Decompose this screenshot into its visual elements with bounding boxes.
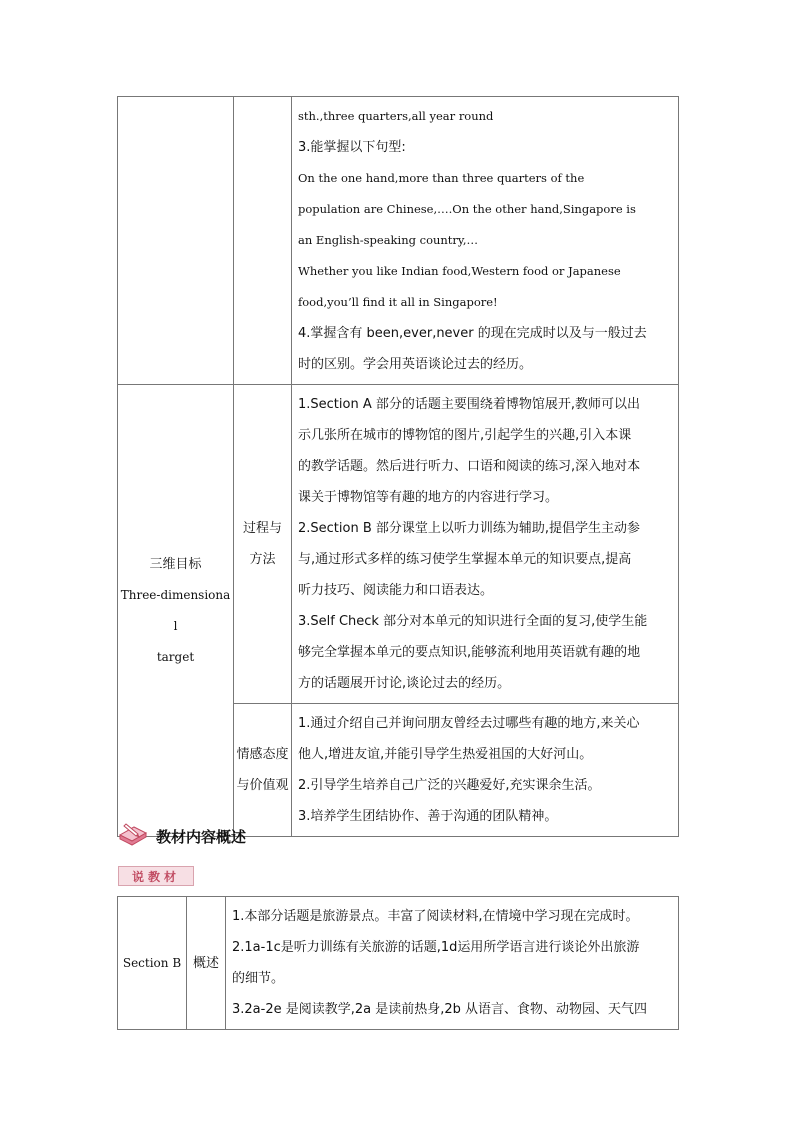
section-heading xyxy=(118,821,246,851)
overview-label: 概述 xyxy=(192,955,219,971)
text-line: 够完全掌握本单元的要点知识,能够流利地用英语就有趣的地 xyxy=(298,645,641,660)
text-line: 1.Section A 部分的话题主要围绕着博物馆展开,教师可以出 xyxy=(298,397,640,412)
text-line: 时的区别。学会用英语谈论过去的经历。 xyxy=(298,357,533,372)
text-line: 听力技巧、阅读能力和口语表达。 xyxy=(298,583,494,598)
process-label-1: 过程与 xyxy=(242,521,282,536)
text-line: 课关于博物馆等有趣的地方的内容进行学习。 xyxy=(298,490,559,505)
overview-table xyxy=(117,896,679,1030)
process-label-2: 方法 xyxy=(249,552,276,567)
empty-cell xyxy=(118,97,234,385)
text-line: 方的话题展开讨论,谈论过去的经历。 xyxy=(298,676,511,691)
three-dimensional-target-cell xyxy=(118,385,234,837)
text-line: 2.1a-1c是听力训练有关旅游的话题,1d运用所学语言进行谈论外出旅游 xyxy=(232,940,640,955)
three-dim-label-en-2: l xyxy=(173,618,178,633)
book-pen-icon xyxy=(118,821,148,851)
text-line: 3.培养学生团结协作、善于沟通的团队精神。 xyxy=(298,809,558,824)
section-title: 教材内容概述 xyxy=(156,827,247,846)
section-b-label: Section B xyxy=(122,955,182,970)
process-content-cell xyxy=(292,385,679,704)
process-method-label-cell xyxy=(234,385,292,704)
text-line: 3.能掌握以下句型: xyxy=(298,140,406,155)
emotion-label-cell xyxy=(234,704,292,837)
text-line: an English-speaking country,… xyxy=(298,233,479,247)
badge-label: 说教材 xyxy=(131,869,180,884)
text-line: 4.掌握含有 been,ever,never 的现在完成时以及与一般过去 xyxy=(298,326,647,341)
three-dim-label-en-3: target xyxy=(156,649,195,664)
emotion-label-1: 情感态度 xyxy=(236,747,289,762)
overview-label-cell xyxy=(187,897,226,1030)
empty-cell xyxy=(234,97,292,385)
text-line: 1.通过介绍自己并询问朋友曾经去过哪些有趣的地方,来关心 xyxy=(298,716,640,731)
text-line: 的教学话题。然后进行听力、口语和阅读的练习,深入地对本 xyxy=(298,459,641,474)
three-dim-label-zh: 三维目标 xyxy=(149,556,202,572)
text-line: sth.,three quarters,all year round xyxy=(298,109,494,123)
emotion-label-2: 与价值观 xyxy=(236,778,289,793)
text-line: 他人,增进友谊,并能引导学生热爱祖国的大好河山。 xyxy=(298,747,593,762)
text-line: Whether you like Indian food,Western food or Japanese xyxy=(298,264,621,278)
text-line: population are Chinese,….On the other hand,Singapore is xyxy=(298,202,636,216)
text-line: 3.Self Check 部分对本单元的知识进行全面的复习,使学生能 xyxy=(298,614,648,629)
table-row xyxy=(118,897,679,1030)
emotion-content-cell xyxy=(292,704,679,837)
textbook-badge xyxy=(118,866,194,886)
text-line: On the one hand,more than three quarters of the xyxy=(298,171,585,185)
knowledge-content-cell xyxy=(292,97,679,385)
table-row xyxy=(118,385,679,704)
text-line: 与,通过形式多样的练习使学生掌握本单元的知识要点,提高 xyxy=(298,552,632,567)
objectives-table xyxy=(117,96,679,837)
text-line: 示几张所在城市的博物馆的图片,引起学生的兴趣,引入本课 xyxy=(298,428,632,443)
table-row xyxy=(118,97,679,385)
text-line: 的细节。 xyxy=(232,971,285,986)
text-line: food,you’ll find it all in Singapore! xyxy=(298,295,498,309)
text-line: 3.2a-2e 是阅读教学,2a 是读前热身,2b 从语言、食物、动物园、天气四 xyxy=(232,1002,648,1017)
text-line: 2.引导学生培养自己广泛的兴趣爱好,充实课余生活。 xyxy=(298,778,601,793)
overview-content-cell xyxy=(226,897,679,1030)
text-line: 1.本部分话题是旅游景点。丰富了阅读材料,在情境中学习现在完成时。 xyxy=(232,909,639,924)
three-dim-label-en-1: Three-dimensiona xyxy=(120,587,231,602)
text-line: 2.Section B 部分课堂上以听力训练为辅助,提倡学生主动参 xyxy=(298,521,641,536)
section-b-cell xyxy=(118,897,187,1030)
